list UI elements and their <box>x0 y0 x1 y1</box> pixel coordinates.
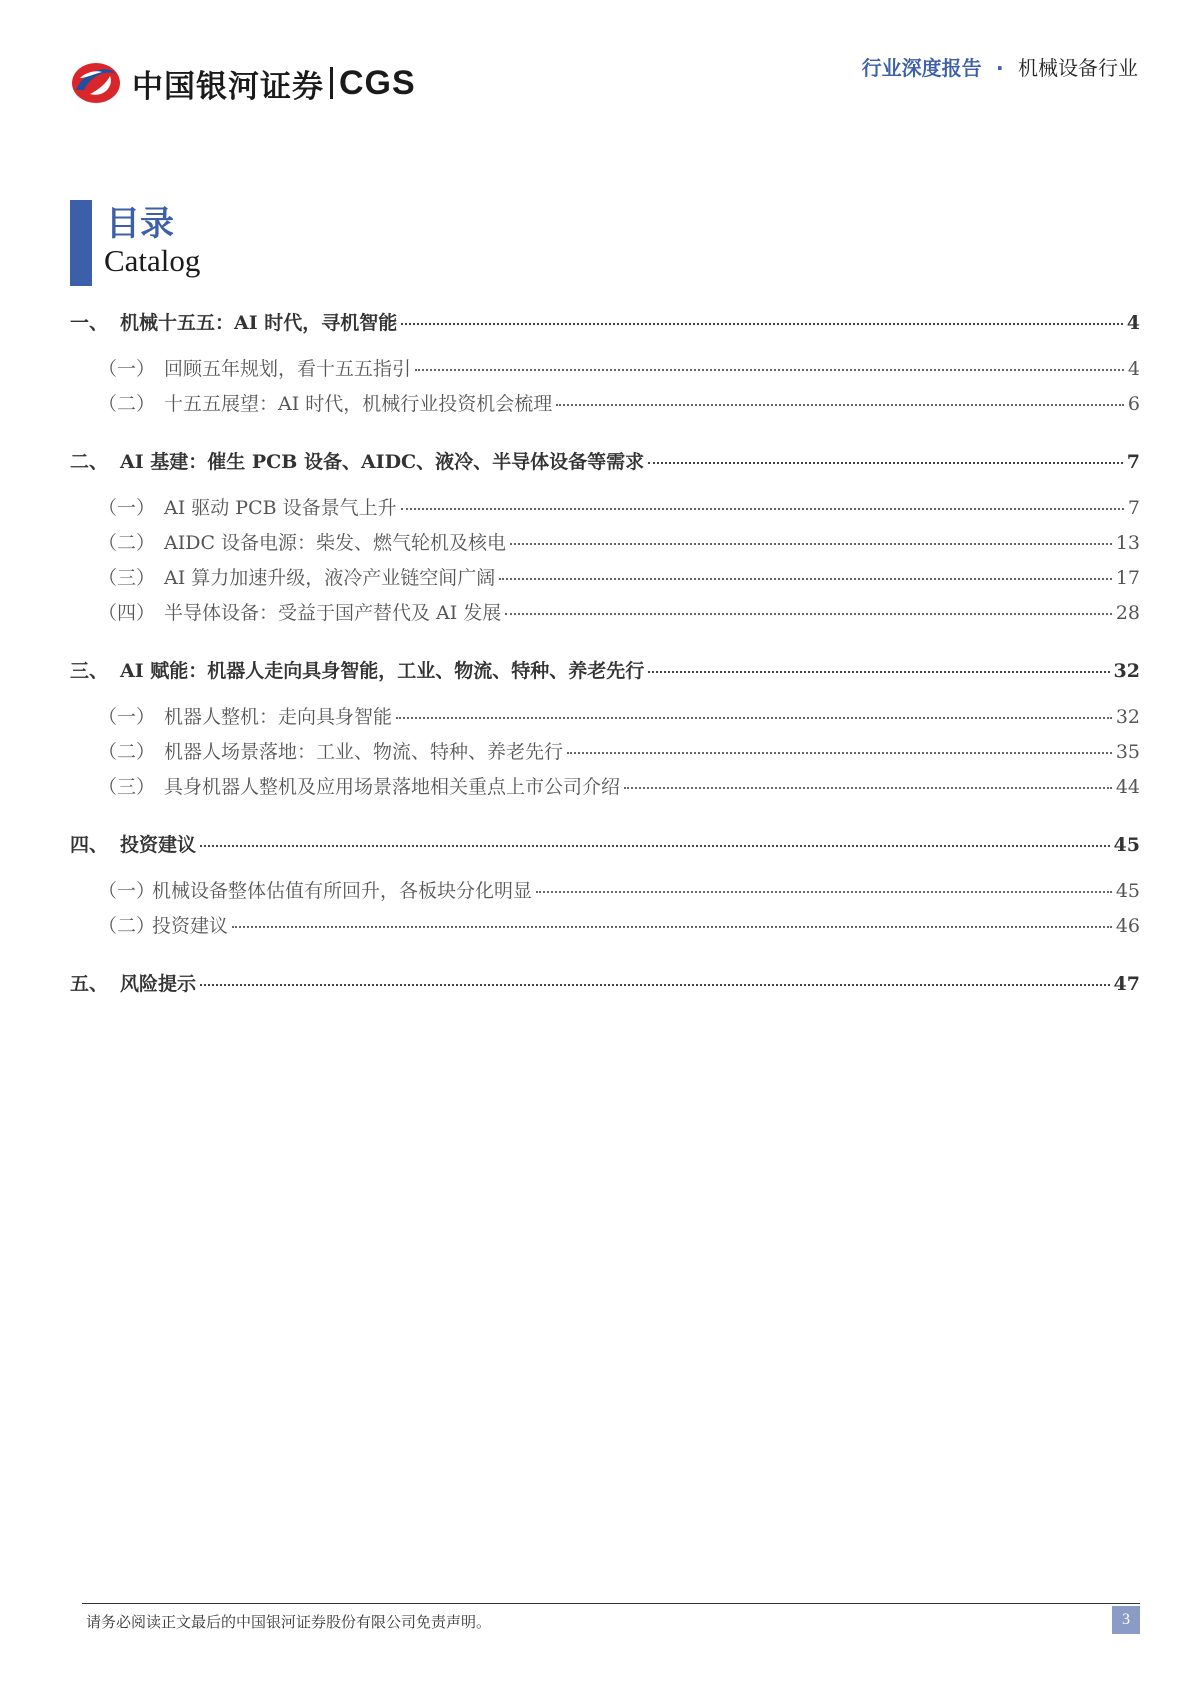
page-number: 3 <box>1112 1606 1140 1634</box>
toc-chapter-entry[interactable] <box>70 308 1140 335</box>
toc-chapter-entry[interactable] <box>70 447 1140 474</box>
toc-entry-title: AI 赋能：机器人走向具身智能，工业、物流、特种、养老先行 <box>120 660 645 682</box>
toc-entry-page: 32 <box>1113 660 1140 682</box>
toc-entry-page: 7 <box>1126 451 1140 473</box>
toc-dot-leader <box>536 891 1112 893</box>
toc-entry-number: （二） <box>98 915 156 937</box>
toc-entry-page: 32 <box>1115 706 1140 728</box>
toc-section-entry[interactable] <box>70 354 1140 381</box>
toc-section-entry[interactable] <box>70 528 1140 555</box>
report-type: 行业深度报告 <box>861 56 982 80</box>
toc-dot-leader <box>232 926 1112 928</box>
catalog-title-en: Catalog <box>104 243 201 278</box>
logo-divider <box>330 67 333 99</box>
toc-entry-number: （一） <box>98 880 156 902</box>
toc-chapter-entry[interactable] <box>70 830 1140 857</box>
cgs-logo-icon <box>70 60 122 106</box>
toc-dot-leader <box>200 845 1110 847</box>
toc-section-entry[interactable] <box>70 598 1140 625</box>
toc-entry-page: 45 <box>1113 834 1140 856</box>
toc-entry-number: （一） <box>98 358 156 380</box>
toc-entry-number: 五、 <box>70 973 109 995</box>
toc-entry-page: 7 <box>1127 497 1140 519</box>
toc-dot-leader <box>556 404 1124 406</box>
industry-name: 机械设备行业 <box>1018 56 1138 80</box>
toc-entry-number: （二） <box>98 393 156 415</box>
toc-entry-number: （一） <box>98 497 156 519</box>
toc-entry-page: 47 <box>1113 973 1140 995</box>
footer-disclaimer: 请务必阅读正文最后的中国银河证券股份有限公司免责声明。 <box>86 1613 492 1631</box>
toc-entry-title: 十五五展望：AI 时代，机械行业投资机会梳理 <box>164 393 553 415</box>
toc-entry-page: 6 <box>1127 393 1140 415</box>
toc-entry-title: 回顾五年规划，看十五五指引 <box>164 358 412 380</box>
toc-entry-page: 13 <box>1115 532 1140 554</box>
toc-dot-leader <box>401 508 1124 510</box>
toc-entry-number: （三） <box>98 567 156 589</box>
company-logo <box>70 60 416 106</box>
toc-dot-leader <box>510 543 1112 545</box>
toc-entry-number: （三） <box>98 776 156 798</box>
toc-dot-leader <box>648 671 1109 673</box>
toc-entry-number: 四、 <box>70 834 109 856</box>
toc-entry-title: 机器人场景落地：工业、物流、特种、养老先行 <box>164 741 564 763</box>
page-header <box>0 0 1190 130</box>
toc-entry-number: （四） <box>98 602 156 624</box>
toc-entry-title: AI 算力加速升级，液冷产业链空间广阔 <box>164 567 496 589</box>
catalog-accent-bar <box>70 200 92 286</box>
toc-entry-page: 44 <box>1115 776 1140 798</box>
toc-entry-title: 机械设备整体估值有所回升，各板块分化明显 <box>152 880 533 902</box>
toc-entry-number: 二、 <box>70 451 109 473</box>
toc-section-entry[interactable] <box>70 737 1140 764</box>
toc-entry-title: 风险提示 <box>120 973 197 995</box>
toc-section-entry[interactable] <box>70 493 1140 520</box>
toc-entry-title: 投资建议 <box>120 834 197 856</box>
toc-dot-leader <box>401 323 1123 325</box>
toc-entry-page: 45 <box>1115 880 1140 902</box>
toc-entry-number: （一） <box>98 706 156 728</box>
toc-dot-leader <box>415 369 1124 371</box>
toc-chapter-entry[interactable] <box>70 969 1140 996</box>
toc-dot-leader <box>567 752 1112 754</box>
toc-entry-number: （二） <box>98 532 156 554</box>
toc-section-entry[interactable] <box>70 702 1140 729</box>
toc-entry-title: 半导体设备：受益于国产替代及 AI 发展 <box>164 602 502 624</box>
footer-divider <box>82 1603 1140 1604</box>
toc-section-entry[interactable] <box>70 876 1140 903</box>
toc-section-entry[interactable] <box>70 389 1140 416</box>
toc-section-entry[interactable] <box>70 563 1140 590</box>
header-separator: · <box>996 56 1004 80</box>
toc-dot-leader <box>200 984 1110 986</box>
toc-entry-number: （二） <box>98 741 156 763</box>
toc-entry-title: 投资建议 <box>152 915 229 937</box>
toc-chapter-entry[interactable] <box>70 656 1140 683</box>
logo-text-en: CGS <box>339 63 416 102</box>
toc-entry-page: 46 <box>1115 915 1140 937</box>
toc-entry-title: AI 基建：催生 PCB 设备、AIDC、液冷、半导体设备等需求 <box>120 451 645 473</box>
catalog-title-cn: 目录 <box>106 204 174 244</box>
toc-entry-title: AIDC 设备电源：柴发、燃气轮机及核电 <box>164 532 507 554</box>
toc-entry-title: AI 驱动 PCB 设备景气上升 <box>164 497 397 519</box>
toc-entry-page: 4 <box>1126 312 1140 334</box>
toc-entry-page: 28 <box>1115 602 1140 624</box>
toc-dot-leader <box>624 787 1112 789</box>
toc-entry-page: 4 <box>1127 358 1140 380</box>
toc-entry-page: 17 <box>1115 567 1140 589</box>
toc-dot-leader <box>505 613 1112 615</box>
toc-dot-leader <box>499 578 1112 580</box>
report-category <box>862 52 1138 81</box>
toc-section-entry[interactable] <box>70 772 1140 799</box>
toc-section-entry[interactable] <box>70 911 1140 938</box>
toc-entry-title: 机械十五五：AI 时代，寻机智能 <box>120 312 398 334</box>
toc-dot-leader <box>396 717 1112 719</box>
toc-entry-number: 三、 <box>70 660 109 682</box>
toc-entry-page: 35 <box>1115 741 1140 763</box>
toc-dot-leader <box>648 462 1123 464</box>
toc-entry-number: 一、 <box>70 312 109 334</box>
logo-text-cn: 中国银河证券 <box>132 68 324 105</box>
toc-entry-title: 具身机器人整机及应用场景落地相关重点上市公司介绍 <box>164 776 621 798</box>
toc-entry-title: 机器人整机：走向具身智能 <box>164 706 393 728</box>
